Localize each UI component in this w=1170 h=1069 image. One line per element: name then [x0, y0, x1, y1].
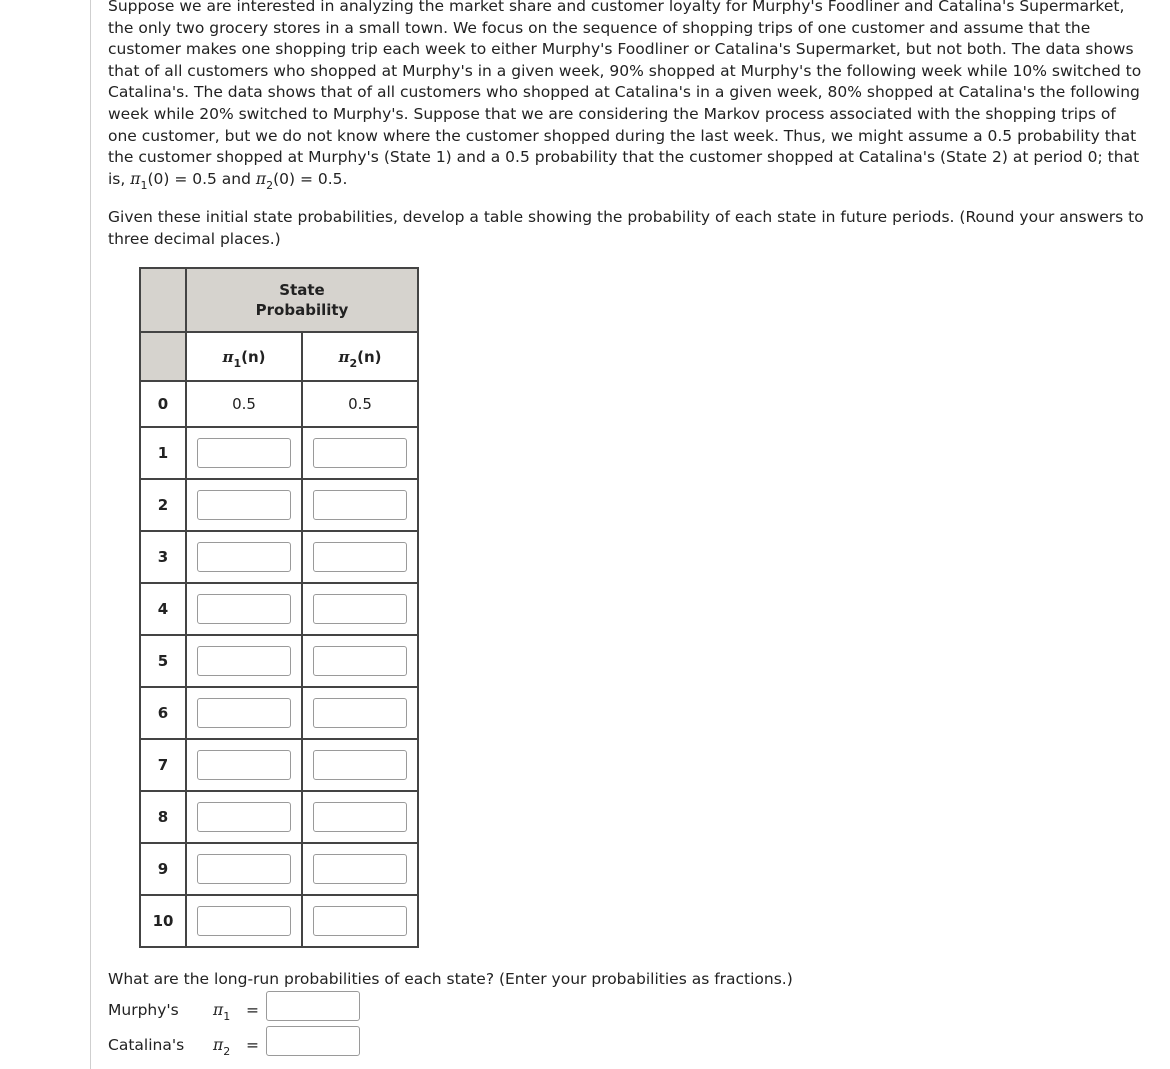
- pi2-cell: [302, 479, 418, 531]
- pi1-input[interactable]: [197, 594, 291, 624]
- period-label: 10: [140, 895, 186, 947]
- pi2-input[interactable]: [313, 854, 407, 884]
- pi1-input[interactable]: [197, 750, 291, 780]
- pi1-symbol: $\pi_1$: [213, 1001, 231, 1023]
- pi1-input[interactable]: [197, 906, 291, 936]
- pi1-value: 0.5: [186, 381, 302, 427]
- pi1-input[interactable]: [197, 698, 291, 728]
- pi2-input[interactable]: [313, 906, 407, 936]
- equals-sign: =: [246, 1001, 259, 1019]
- period-label: 2: [140, 479, 186, 531]
- pi1-cell: [186, 687, 302, 739]
- pi2-input[interactable]: [313, 698, 407, 728]
- table-row: [140, 895, 418, 947]
- murphy-label: Murphy's: [108, 1001, 179, 1019]
- pi2-cell: [302, 687, 418, 739]
- pi1-input[interactable]: [197, 542, 291, 572]
- table-row: [140, 791, 418, 843]
- pi2-input[interactable]: [313, 750, 407, 780]
- table-instructions: Given these initial state probabilities, develop a table showing the probability of each state in future periods. (Round your answers to three decimal places.): [108, 208, 1144, 248]
- table-row: [140, 583, 418, 635]
- pi2-cell: [302, 895, 418, 947]
- pi2-cell: [302, 635, 418, 687]
- table-row: [140, 479, 418, 531]
- pi2-cell: [302, 531, 418, 583]
- pi1-cell: [186, 791, 302, 843]
- table-row: [140, 843, 418, 895]
- period-label: 3: [140, 531, 186, 583]
- pi2-cell: [302, 843, 418, 895]
- state-probability-header: State Probability: [186, 268, 418, 332]
- pi1-cell: [186, 895, 302, 947]
- pi2-cell: [302, 791, 418, 843]
- pi2-longrun-input[interactable]: [266, 1026, 360, 1056]
- table-row: [140, 635, 418, 687]
- pi1-column-header: $\pi_1(n)$: [186, 332, 302, 381]
- pi2-value: 0.5: [302, 381, 418, 427]
- pi2-input[interactable]: [313, 438, 407, 468]
- table-corner-sub: [140, 332, 186, 381]
- pi1-cell: [186, 583, 302, 635]
- table-row: [140, 687, 418, 739]
- table-row: [140, 427, 418, 479]
- pi1-cell: [186, 635, 302, 687]
- table-row: [140, 381, 418, 427]
- long-run-question: What are the long-run probabilities of each state? (Enter your probabilities as fractions.): [108, 970, 793, 988]
- pi2-input[interactable]: [313, 646, 407, 676]
- pi2-cell: [302, 739, 418, 791]
- table-corner: [140, 268, 186, 332]
- pi1-cell: [186, 843, 302, 895]
- pi2-symbol: $\pi_2$: [213, 1036, 231, 1058]
- period-label: 0: [140, 381, 186, 427]
- period-label: 8: [140, 791, 186, 843]
- pi1-input[interactable]: [197, 646, 291, 676]
- period-label: 1: [140, 427, 186, 479]
- catalina-label: Catalina's: [108, 1036, 185, 1054]
- pi2-cell: [302, 427, 418, 479]
- pi1-input[interactable]: [197, 854, 291, 884]
- pi2-column-header: $\pi_2(n)$: [302, 332, 418, 381]
- pi2-input[interactable]: [313, 802, 407, 832]
- pi1-cell: [186, 531, 302, 583]
- period-label: 4: [140, 583, 186, 635]
- equals-sign: =: [246, 1036, 259, 1054]
- left-rule: [90, 0, 91, 1069]
- pi2-cell: [302, 583, 418, 635]
- pi2-input[interactable]: [313, 594, 407, 624]
- period-label: 6: [140, 687, 186, 739]
- pi1-input[interactable]: [197, 438, 291, 468]
- pi1-input[interactable]: [197, 490, 291, 520]
- pi1-input[interactable]: [197, 802, 291, 832]
- pi2-input[interactable]: [313, 490, 407, 520]
- question-content: [108, 0, 1148, 1058]
- pi1-cell: [186, 427, 302, 479]
- pi2-input[interactable]: [313, 542, 407, 572]
- pi1-longrun-input[interactable]: [266, 991, 360, 1021]
- state-probability-table: [139, 267, 419, 948]
- table-row: [140, 739, 418, 791]
- period-label: 7: [140, 739, 186, 791]
- table-row: [140, 531, 418, 583]
- period-label: 9: [140, 843, 186, 895]
- pi1-cell: [186, 479, 302, 531]
- period-label: 5: [140, 635, 186, 687]
- problem-statement: Suppose we are interested in analyzing the market share and customer loyalty for Murphy's Foodliner and Catalina's Supermarket, the only two grocery stores in a small town. We focus on the sequence of shopping trips of one customer and assume that the customer makes one shopping trip each week to either Murphy's Foodliner or Catalina's Supermarket, but not both. The data shows that of all customers who shopped at Murphy's in a given week, 90% shopped at Murphy's the following week while 10% switched to Catalina's. The data shows that of all customers who shopped at Catalina's in a given week, 80% shopped at Catalina's the following week while 20% switched to Murphy's. Suppose that we are considering the Markov process associated with the shopping trips of one customer, but we do not know where the customer shopped during the last week. Thus, we might assume a 0.5 probability that the customer shopped at Murphy's (State 1) and a 0.5 probability that the customer shopped at Catalina's (State 2) at period 0; that is, $\pi_1(0) = 0.5$ and $\pi_2(0) = 0.5$.: [108, 0, 1142, 192]
- pi1-cell: [186, 739, 302, 791]
